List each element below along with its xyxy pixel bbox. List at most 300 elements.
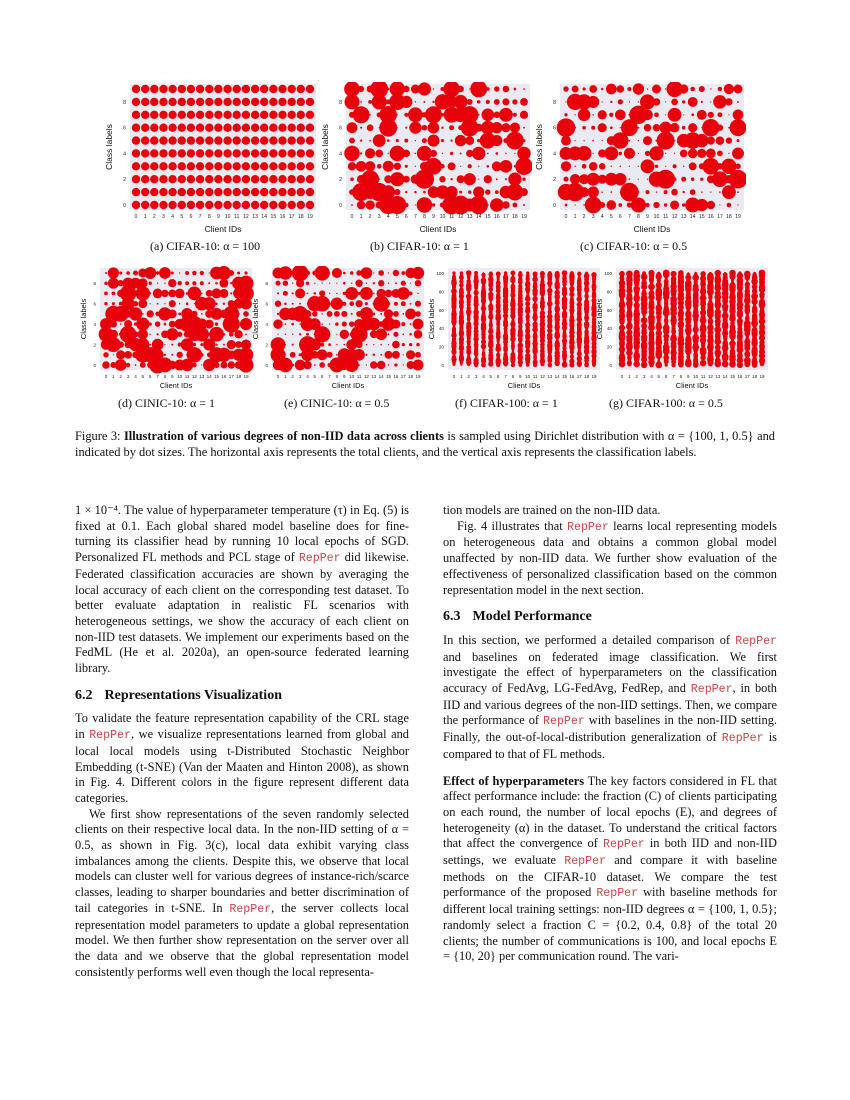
data-dot (187, 175, 195, 183)
data-dot (328, 343, 331, 346)
data-dot (331, 298, 343, 310)
data-dot (150, 201, 158, 209)
data-dot (402, 343, 405, 346)
data-dot (306, 162, 314, 170)
data-dot (494, 86, 499, 91)
x-tick-label: 4 (482, 374, 485, 379)
data-dot (223, 188, 231, 196)
data-dot (403, 364, 404, 365)
data-dot (251, 188, 259, 196)
data-dot (292, 303, 294, 305)
data-dot (638, 191, 640, 193)
data-dot (373, 134, 386, 147)
data-dot (548, 271, 552, 275)
data-dot (655, 165, 658, 168)
data-dot (673, 177, 677, 181)
x-tick-label: 5 (180, 214, 184, 220)
data-dot (297, 201, 305, 209)
data-dot (378, 280, 384, 286)
data-dot (192, 271, 196, 275)
data-dot (637, 127, 639, 129)
data-dot (205, 111, 213, 119)
data-dot (564, 113, 567, 116)
data-dot (196, 136, 204, 144)
data-dot (194, 303, 195, 304)
data-dot (187, 188, 195, 196)
data-dot (141, 175, 149, 183)
data-dot (168, 149, 176, 157)
data-dot (306, 333, 309, 336)
y-tick-label: 8 (265, 281, 268, 287)
x-tick-label: 19 (521, 214, 527, 220)
data-dot (679, 84, 688, 93)
data-dot (223, 85, 231, 93)
data-dot (205, 175, 213, 183)
data-dot (205, 136, 213, 144)
data-dot (132, 175, 140, 183)
data-dot (340, 330, 349, 339)
data-dot (415, 166, 416, 167)
data-dot (288, 98, 296, 106)
data-dot (694, 272, 696, 274)
data-dot (179, 303, 180, 304)
data-dot (410, 303, 412, 305)
data-dot (640, 94, 655, 109)
data-dot (201, 313, 203, 315)
data-dot (215, 343, 217, 345)
x-tick-label: 13 (252, 214, 258, 220)
data-dot (375, 329, 387, 341)
data-dot (665, 166, 666, 167)
data-dot (373, 293, 375, 295)
data-dot (214, 85, 222, 93)
data-dot (404, 139, 408, 143)
data-dot (400, 96, 412, 108)
data-dot (701, 101, 703, 103)
data-dot (327, 311, 333, 317)
data-dot (291, 364, 294, 367)
data-dot (403, 86, 410, 93)
panel-caption-e: (e) CINIC-10: α = 0.5 (284, 396, 390, 410)
data-dot (178, 175, 186, 183)
data-dot (418, 82, 431, 95)
data-dot (652, 85, 661, 94)
data-dot (645, 151, 650, 156)
data-dot (433, 88, 435, 90)
x-tick-label: 6 (320, 374, 324, 379)
data-dot (132, 85, 140, 93)
x-tick-label: 4 (171, 214, 175, 220)
x-tick-label: 9 (432, 214, 435, 220)
data-dot (335, 322, 339, 326)
data-dot (642, 271, 646, 275)
data-dot (682, 126, 686, 130)
data-dot (514, 88, 517, 91)
data-dot (192, 363, 197, 368)
data-dot (464, 173, 476, 185)
data-dot (366, 344, 368, 346)
data-dot (278, 188, 286, 196)
data-dot (314, 296, 330, 312)
figure-panel-a (102, 82, 318, 234)
data-dot (520, 98, 528, 106)
data-dot (626, 271, 633, 278)
data-dot (440, 164, 444, 168)
data-dot (196, 175, 204, 183)
data-dot (513, 113, 517, 117)
data-dot (638, 153, 639, 154)
x-tick-label: 10 (653, 214, 660, 220)
y-tick-label: 6 (265, 301, 268, 307)
data-dot (369, 140, 371, 142)
data-dot (393, 311, 399, 317)
data-dot (502, 201, 510, 209)
data-dot (708, 112, 714, 118)
data-dot (468, 190, 471, 193)
data-dot (502, 98, 509, 105)
data-dot (654, 112, 659, 117)
data-dot (288, 136, 296, 144)
data-dot (159, 111, 167, 119)
data-dot (390, 172, 404, 186)
chart-c (532, 82, 746, 234)
data-dot (327, 352, 333, 358)
data-dot (664, 203, 667, 206)
data-dot (618, 99, 623, 104)
data-dot (150, 149, 158, 157)
y-axis-label: Class labels (534, 124, 544, 170)
data-dot (717, 112, 722, 117)
y-tick-label: 6 (553, 125, 556, 132)
data-dot (150, 136, 158, 144)
data-dot (432, 101, 434, 103)
data-dot (647, 88, 649, 90)
data-dot (534, 272, 536, 274)
x-axis-label: Client IDs (633, 224, 671, 234)
data-dot (672, 271, 676, 275)
data-dot (634, 270, 640, 276)
data-dot (150, 85, 158, 93)
x-tick-label: 12 (539, 374, 545, 379)
data-dot (506, 132, 524, 150)
data-dot (251, 201, 259, 209)
panel-caption-d: (d) CINIC-10: α = 1 (118, 396, 216, 410)
data-dot (678, 270, 684, 276)
data-dot (196, 162, 204, 170)
data-dot (149, 322, 152, 325)
data-dot (251, 162, 259, 170)
data-dot (278, 162, 286, 170)
data-dot (220, 362, 227, 369)
data-dot (457, 86, 464, 93)
data-dot (610, 191, 612, 193)
data-dot (397, 114, 398, 115)
data-dot (350, 271, 353, 274)
data-dot (187, 347, 202, 362)
data-dot (702, 272, 705, 275)
data-dot (360, 101, 362, 103)
data-dot (213, 362, 219, 368)
x-tick-label: 9 (171, 374, 174, 379)
data-dot (343, 272, 346, 275)
data-dot (486, 100, 490, 104)
data-dot (360, 152, 362, 154)
data-dot (285, 334, 286, 335)
x-tick-label: 15 (698, 214, 705, 220)
data-dot (415, 280, 422, 287)
data-dot (716, 136, 725, 145)
data-dot (141, 162, 149, 170)
data-dot (365, 354, 367, 356)
x-tick-label: 3 (474, 374, 478, 379)
data-dot (737, 191, 739, 193)
data-dot (108, 278, 119, 289)
x-tick-label: 5 (395, 214, 399, 220)
data-dot (412, 267, 424, 279)
data-dot (209, 272, 210, 273)
data-dot (214, 188, 222, 196)
data-dot (297, 98, 305, 106)
data-dot (192, 281, 196, 285)
data-dot (141, 201, 149, 209)
data-dot (384, 309, 393, 318)
figure-panel-e (250, 266, 426, 390)
data-dot (277, 334, 278, 335)
data-dot (515, 158, 532, 175)
x-axis-label: Client IDs (419, 224, 457, 234)
data-dot (415, 204, 416, 205)
data-dot (401, 322, 405, 326)
y-tick-label: 8 (123, 99, 126, 106)
data-dot (578, 109, 591, 122)
data-dot (299, 333, 301, 335)
data-dot (115, 359, 127, 371)
data-dot (732, 147, 744, 159)
data-dot (126, 271, 130, 275)
x-tick-label: 17 (288, 214, 295, 220)
data-dot (306, 188, 314, 196)
x-tick-label: 17 (400, 374, 406, 379)
data-dot (578, 272, 581, 275)
x-tick-label: 14 (378, 374, 384, 379)
y-tick-label: 0 (339, 203, 342, 209)
data-dot (242, 98, 250, 106)
data-dot (278, 358, 293, 373)
data-dot (223, 201, 231, 209)
data-dot (433, 178, 434, 179)
data-dot (518, 271, 522, 275)
data-dot (468, 164, 472, 168)
data-dot (641, 159, 655, 173)
y-tick-label: 40 (438, 326, 444, 332)
data-dot (157, 333, 159, 335)
data-dot (215, 322, 218, 325)
data-dot (150, 124, 158, 132)
data-dot (489, 271, 492, 274)
data-dot (522, 178, 525, 181)
data-dot (178, 111, 186, 119)
data-dot (405, 191, 407, 193)
data-dot (393, 270, 399, 276)
data-dot (297, 149, 305, 157)
data-dot (682, 100, 685, 103)
data-dot (219, 279, 228, 288)
data-dot (428, 122, 440, 134)
data-dot (164, 354, 166, 356)
data-dot (159, 149, 167, 157)
x-tick-label: 10 (349, 374, 355, 379)
data-dot (228, 361, 235, 368)
data-dot (290, 352, 296, 358)
data-dot (665, 88, 666, 89)
data-dot (645, 203, 649, 207)
data-dot (142, 313, 144, 315)
data-dot (349, 321, 355, 327)
data-dot (682, 203, 686, 207)
data-dot (168, 175, 176, 183)
data-dot (713, 95, 727, 109)
x-tick-label: 4 (600, 214, 604, 220)
data-dot (664, 190, 668, 194)
data-dot (409, 122, 421, 134)
x-tick-label: 16 (393, 374, 399, 379)
x-tick-label: 10 (525, 374, 531, 379)
data-dot (670, 200, 679, 209)
x-tick-label: 18 (512, 214, 518, 220)
data-dot (367, 318, 380, 331)
data-dot (260, 85, 268, 93)
data-dot (724, 84, 734, 94)
data-dot (312, 311, 317, 316)
y-tick-label: 0 (441, 363, 444, 368)
x-tick-label: 19 (735, 214, 741, 220)
data-dot (415, 311, 421, 317)
data-dot (251, 175, 259, 183)
data-dot (260, 98, 268, 106)
data-dot (171, 272, 174, 275)
data-dot (179, 272, 180, 273)
data-dot (314, 364, 316, 366)
data-dot (269, 136, 277, 144)
data-dot (168, 201, 176, 209)
data-dot (373, 272, 374, 273)
data-dot (269, 201, 277, 209)
data-dot (615, 109, 626, 120)
panel-caption-f: (f) CIFAR-100: α = 1 (455, 396, 558, 410)
data-dot (147, 310, 154, 317)
data-dot (656, 191, 657, 192)
data-dot (132, 149, 140, 157)
data-dot (223, 344, 225, 346)
data-dot (610, 101, 612, 103)
data-dot (565, 204, 568, 207)
data-dot (141, 111, 149, 119)
data-dot (342, 302, 346, 306)
data-dot (388, 333, 390, 335)
data-dot (141, 124, 149, 132)
data-dot (373, 344, 374, 345)
data-dot (585, 272, 588, 275)
x-tick-label: 2 (119, 374, 122, 379)
data-dot (377, 361, 385, 369)
data-dot (574, 127, 576, 129)
data-dot (691, 113, 694, 116)
x-tick-label: 8 (335, 374, 339, 379)
data-dot (395, 282, 397, 284)
data-dot (629, 101, 630, 102)
data-dot (205, 201, 213, 209)
x-tick-label: 3 (377, 214, 381, 220)
x-tick-label: 1 (143, 214, 147, 220)
data-dot (320, 343, 324, 347)
data-dot (112, 292, 116, 296)
data-dot (244, 271, 247, 274)
data-dot (665, 153, 666, 154)
data-dot (251, 111, 259, 119)
y-axis-label: Class labels (427, 298, 436, 340)
data-dot (582, 126, 586, 130)
data-dot (205, 124, 213, 132)
data-dot (329, 333, 331, 335)
data-dot (285, 323, 287, 325)
data-dot (490, 198, 504, 212)
data-dot (187, 149, 195, 157)
data-dot (380, 344, 382, 346)
data-dot (397, 127, 398, 128)
data-dot (491, 122, 502, 133)
data-dot (674, 140, 675, 141)
x-tick-label: 7 (156, 374, 159, 379)
data-dot (387, 139, 390, 142)
data-dot (385, 290, 393, 298)
data-dot (738, 271, 741, 274)
data-dot (620, 271, 624, 275)
data-dot (388, 153, 389, 154)
x-tick-label: 19 (415, 374, 421, 379)
data-dot (450, 139, 452, 141)
x-tick-label: 15 (561, 374, 568, 379)
data-dot (360, 287, 373, 300)
data-dot (141, 136, 149, 144)
x-tick-label: 8 (163, 374, 167, 379)
data-dot (168, 279, 176, 287)
x-tick-label: 9 (519, 374, 522, 379)
data-dot (450, 152, 453, 155)
data-dot (683, 166, 684, 167)
data-dot (562, 270, 568, 276)
x-tick-label: 17 (576, 374, 582, 379)
x-tick-label: 9 (216, 214, 220, 220)
data-dot (405, 309, 416, 320)
data-dot (582, 87, 585, 90)
data-dot (306, 136, 314, 144)
data-dot (627, 87, 631, 91)
x-tick-label: 7 (413, 214, 417, 220)
data-dot (187, 98, 195, 106)
data-dot (665, 101, 666, 102)
data-dot (269, 149, 277, 157)
data-dot (242, 188, 250, 196)
data-dot (454, 95, 468, 109)
x-tick-label: 7 (198, 214, 202, 220)
x-tick-label: 8 (511, 374, 515, 379)
data-dot (215, 282, 218, 285)
data-dot (494, 99, 500, 105)
data-dot (342, 322, 347, 327)
data-dot (606, 200, 616, 210)
data-dot (472, 147, 485, 160)
data-dot (233, 201, 241, 209)
